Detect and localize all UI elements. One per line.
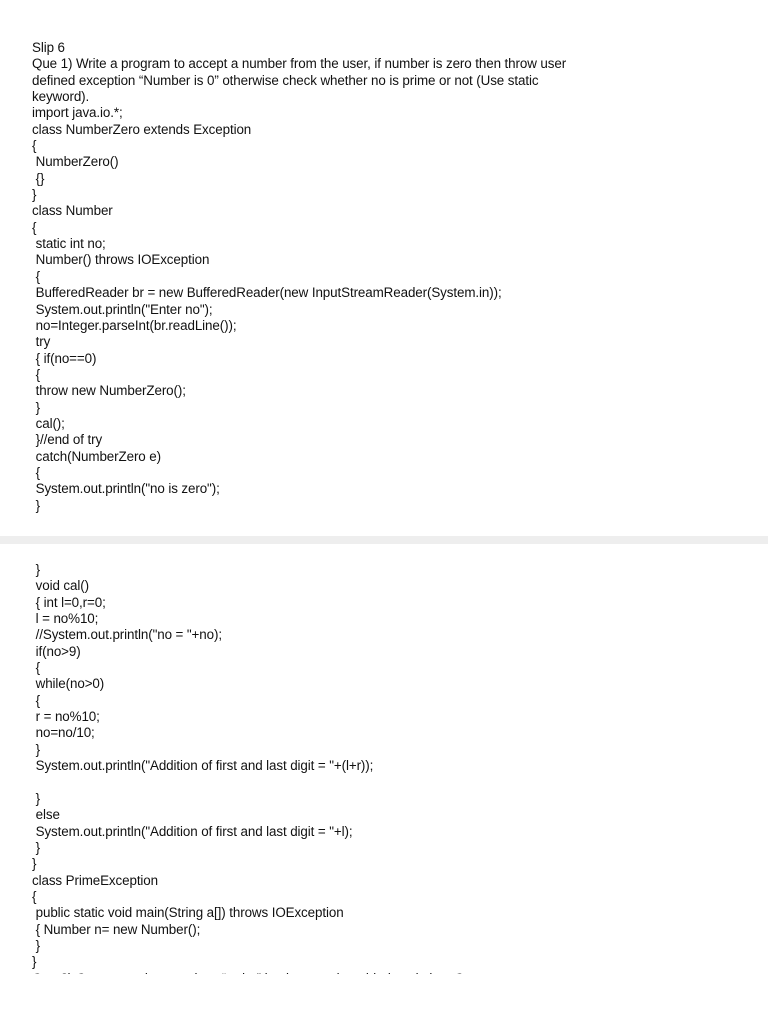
code-line: l = no%10; <box>32 611 99 627</box>
code-line: }//end of try <box>32 432 103 448</box>
code-line: { <box>32 219 37 235</box>
code-line: } <box>32 562 40 577</box>
code-line: { <box>32 692 40 708</box>
code-line: {} <box>32 170 45 186</box>
code-line: try <box>32 334 51 350</box>
code-line: no=Integer.parseInt(br.readLine()); <box>32 317 237 333</box>
code-line: } <box>32 790 40 806</box>
code-listing <box>32 562 518 987</box>
code-line: } <box>32 187 37 203</box>
code-line: NumberZero() <box>32 154 119 170</box>
code-line: Number() throws IOException <box>32 252 210 268</box>
code-line: r = no%10; <box>32 709 100 725</box>
code-line: class Number <box>32 203 113 219</box>
question-text: Que 1) Write a program to accept a number from the user, if number is zero then throw user <box>32 56 567 72</box>
code-line: { <box>32 660 40 676</box>
code-line: System.out.println("no is zero"); <box>32 481 220 497</box>
code-line: cal(); <box>32 415 65 431</box>
code-line: public static void main(String a[]) throws IOException <box>32 905 344 921</box>
code-line: System.out.println("Enter no"); <box>32 301 213 317</box>
code-line: } <box>32 399 40 415</box>
code-line: System.out.println("Addition of first and last digit = "+l); <box>32 823 353 839</box>
code-line: { Number n= new Number(); <box>32 921 201 937</box>
code-line: //System.out.println("no = "+no); <box>32 627 222 643</box>
document-page-2 <box>0 544 768 974</box>
code-line: { <box>32 138 37 154</box>
code-line: no=no/10; <box>32 725 95 741</box>
page-separator <box>0 536 768 544</box>
code-line: class NumberZero extends Exception <box>32 121 252 137</box>
code-line: { <box>32 464 40 480</box>
code-line: } <box>32 937 40 953</box>
code-line: void cal() <box>32 578 89 594</box>
code-line: else <box>32 807 60 823</box>
code-line: } <box>32 856 37 872</box>
code-line: } <box>32 954 37 970</box>
slip-heading: Slip 6 <box>32 40 65 55</box>
question-text: keyword). <box>32 89 90 105</box>
code-line: System.out.println("Addition of first and last digit = "+(l+r)); <box>32 758 374 774</box>
code-line: BufferedReader br = new BufferedReader(new InputStreamReader(System.in)); <box>32 285 502 301</box>
code-line: { <box>32 366 40 382</box>
code-line: } <box>32 497 40 513</box>
code-line: { <box>32 268 40 284</box>
code-line: { <box>32 888 37 904</box>
question-text: defined exception “Number is 0” otherwise check whether no is prime or not (Use static <box>32 72 539 88</box>
code-listing <box>32 40 566 514</box>
code-line: if(no>9) <box>32 643 81 659</box>
code-line: class PrimeException <box>32 872 159 888</box>
code-line: } <box>32 839 40 855</box>
blank-line <box>32 774 518 790</box>
code-line: { int l=0,r=0; <box>32 594 106 610</box>
code-line: } <box>32 741 40 757</box>
code-line: static int no; <box>32 236 106 252</box>
code-line: while(no>0) <box>32 676 105 692</box>
code-line: catch(NumberZero e) <box>32 448 161 464</box>
page-bottom-margin <box>0 974 768 1024</box>
code-line: { if(no==0) <box>32 350 97 366</box>
code-line: import java.io.*; <box>32 105 123 121</box>
code-line: throw new NumberZero(); <box>32 383 186 399</box>
